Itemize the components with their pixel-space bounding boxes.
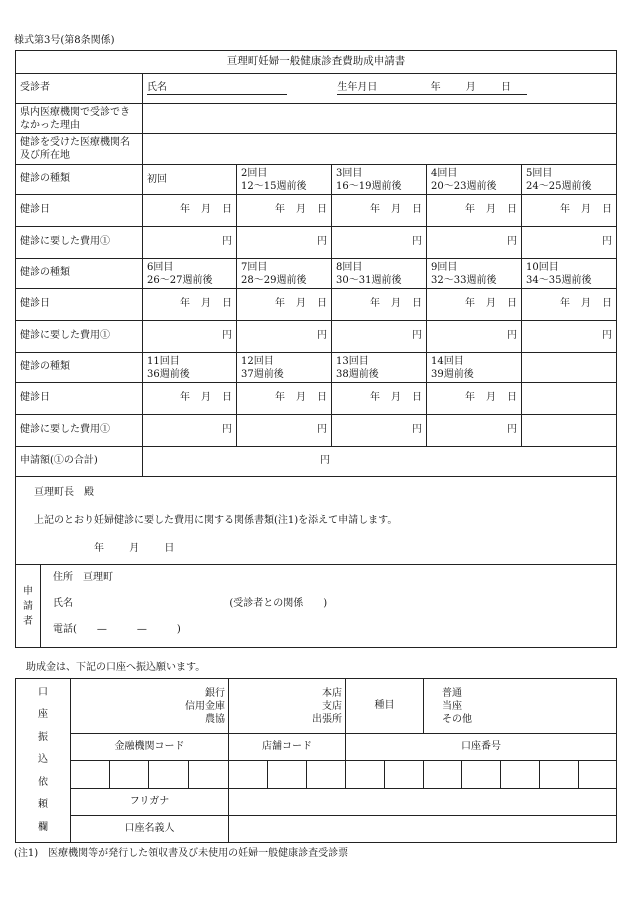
visit-cell xyxy=(427,165,522,195)
account-type: 普通 xyxy=(442,687,463,699)
cost-field[interactable]: 円 xyxy=(237,321,332,353)
visit-cell xyxy=(427,353,522,383)
visit-week: 26～27週前後 xyxy=(147,274,213,286)
applicant-char: 申 xyxy=(23,585,33,597)
empty-cell xyxy=(522,415,617,447)
bank-name-field[interactable] xyxy=(71,679,229,734)
branch-type: 本店 xyxy=(322,687,343,699)
exam-date-label: 健診日 xyxy=(16,383,143,415)
date-mark: 月 xyxy=(296,392,306,404)
visit-week: 28～29週前後 xyxy=(241,274,307,286)
date-mark: 年 xyxy=(180,392,190,404)
cost-label: 健診に要した費用① xyxy=(16,415,143,447)
date-mark: 年 xyxy=(370,392,380,404)
visit-cell xyxy=(143,259,237,289)
birthdate-field xyxy=(337,82,527,96)
date-mark: 年 xyxy=(275,204,285,216)
date-mark: 日 xyxy=(222,392,232,404)
date-mark: 年 xyxy=(560,298,570,310)
visit-cell xyxy=(237,353,332,383)
cost-field[interactable]: 円 xyxy=(143,227,237,259)
branch-name-field[interactable] xyxy=(229,679,346,734)
visit-week: 39週前後 xyxy=(431,368,474,380)
visit-cell xyxy=(522,259,617,289)
date-mark: 日 xyxy=(164,543,175,554)
total-label: 申請額(①の合計) xyxy=(16,447,143,477)
bank-table xyxy=(15,678,617,843)
bank-code-digit[interactable] xyxy=(71,761,110,789)
account-type-field[interactable] xyxy=(424,679,617,734)
year-mark: 年 xyxy=(430,81,441,93)
visit-week: 20～23週前後 xyxy=(431,180,497,192)
account-digit[interactable] xyxy=(424,761,462,789)
account-digit[interactable] xyxy=(579,761,617,789)
visit-cell xyxy=(427,259,522,289)
exam-type-label: 健診の種類 xyxy=(16,353,143,383)
date-mark: 年 xyxy=(94,543,104,554)
request-text: 上記のとおり妊婦健診に要した費用に関する関係書類(注1)を添えて申請します。 xyxy=(34,515,398,526)
exam-date-row xyxy=(16,289,617,321)
date-mark: 月 xyxy=(391,204,401,216)
date-mark: 月 xyxy=(581,298,591,310)
bank-code-label: 金融機関コード xyxy=(71,734,229,761)
date-mark: 日 xyxy=(602,204,612,216)
date-mark: 日 xyxy=(602,298,612,310)
exam-date-field[interactable] xyxy=(237,289,332,321)
visit-cell xyxy=(332,259,427,289)
bank-box-char: 依 xyxy=(38,776,48,788)
date-mark: 日 xyxy=(507,204,517,216)
account-type: その他 xyxy=(442,713,473,725)
visit-cell xyxy=(237,165,332,195)
form-number: 様式第3号(第8条関係) xyxy=(14,35,115,46)
exam-date-field[interactable] xyxy=(427,289,522,321)
exam-type-row xyxy=(16,165,617,195)
bank-box-char: 座 xyxy=(38,709,48,721)
visit-week: 32～33週前後 xyxy=(431,274,497,286)
date-mark: 月 xyxy=(486,204,496,216)
date-mark: 日 xyxy=(222,204,232,216)
date-mark: 年 xyxy=(180,298,190,310)
cost-field[interactable]: 円 xyxy=(332,415,427,447)
exam-date-field[interactable] xyxy=(522,195,617,227)
name-label: 氏名 xyxy=(147,82,287,96)
date-mark: 年 xyxy=(370,204,380,216)
date-mark: 月 xyxy=(486,298,496,310)
visit-cell xyxy=(237,259,332,289)
cost-field[interactable]: 円 xyxy=(522,321,617,353)
total-row xyxy=(16,447,617,477)
date-mark: 年 xyxy=(370,298,380,310)
reason-label: 県内医療機関で受診できなかった理由 xyxy=(16,104,143,134)
bank-box-label xyxy=(16,679,71,843)
bank-box-char: 振 xyxy=(38,731,48,743)
visit-cell xyxy=(143,353,237,383)
holder-label: 口座名義人 xyxy=(71,816,229,843)
bank-box-char: 欄 xyxy=(38,821,48,833)
date-mark: 日 xyxy=(317,392,327,404)
date-mark: 年 xyxy=(465,392,475,404)
bank-type: 銀行 xyxy=(205,687,225,699)
applicant-name-field[interactable] xyxy=(49,591,327,617)
application-table xyxy=(15,50,617,648)
visit-number: 12回目 xyxy=(241,355,274,367)
cost-field[interactable]: 円 xyxy=(143,415,237,447)
patient-field[interactable] xyxy=(143,74,617,104)
furigana-field[interactable] xyxy=(229,789,617,816)
date-mark: 日 xyxy=(317,204,327,216)
visit-number: 13回目 xyxy=(336,355,369,367)
exam-date-field[interactable] xyxy=(332,289,427,321)
visit-number: 初回 xyxy=(147,174,167,185)
branch-type: 出張所 xyxy=(312,713,343,725)
empty-cell xyxy=(522,353,617,383)
cost-field[interactable]: 円 xyxy=(427,415,522,447)
address-field[interactable]: 住所 亘理町 xyxy=(53,572,113,583)
exam-date-row xyxy=(16,383,617,415)
exam-date-field[interactable] xyxy=(143,289,237,321)
exam-date-field[interactable] xyxy=(332,383,427,415)
date-mark: 年 xyxy=(560,204,570,216)
phone-field[interactable]: 電話( — — ) xyxy=(53,624,181,635)
applicant-label xyxy=(16,565,41,647)
date-mark: 日 xyxy=(412,392,422,404)
exam-type-label: 健診の種類 xyxy=(16,259,143,289)
visit-number: 4回目 xyxy=(431,167,458,179)
facility-field[interactable] xyxy=(143,134,617,165)
cost-field[interactable]: 円 xyxy=(332,227,427,259)
visit-cell xyxy=(332,165,427,195)
reason-field[interactable] xyxy=(143,104,617,134)
exam-date-label: 健診日 xyxy=(16,195,143,227)
branch-type: 支店 xyxy=(322,700,343,712)
addressee: 亘理町長 殿 xyxy=(34,487,94,498)
cost-field[interactable]: 円 xyxy=(237,415,332,447)
cost-field[interactable]: 円 xyxy=(522,227,617,259)
applicant-char: 請 xyxy=(23,600,33,612)
visit-number: 9回目 xyxy=(431,261,458,273)
exam-date-field[interactable] xyxy=(237,383,332,415)
cost-label: 健診に要した費用① xyxy=(16,227,143,259)
applicant-char: 者 xyxy=(23,615,33,627)
empty-cell xyxy=(522,383,617,415)
visit-week: 24～25週前後 xyxy=(526,180,592,192)
exam-type-label: 健診の種類 xyxy=(16,165,143,195)
date-mark: 月 xyxy=(201,298,211,310)
bank-type: 信用金庫 xyxy=(185,700,225,712)
visit-number: 6回目 xyxy=(147,261,174,273)
cost-row xyxy=(16,321,617,353)
account-digit[interactable] xyxy=(346,761,385,789)
branch-code-label: 店舗コード xyxy=(229,734,346,761)
date-mark: 月 xyxy=(581,204,591,216)
bank-intro: 助成金は、下記の口座へ振込願います。 xyxy=(26,662,206,673)
cost-field[interactable]: 円 xyxy=(332,321,427,353)
cost-field[interactable]: 円 xyxy=(427,321,522,353)
bank-box-char: 頼 xyxy=(38,799,48,811)
exam-date-field[interactable] xyxy=(427,195,522,227)
exam-date-field[interactable] xyxy=(237,195,332,227)
applicant-fields xyxy=(41,565,327,647)
bank-box-char: 口 xyxy=(38,686,48,698)
code-boxes-row xyxy=(16,761,617,789)
kind-label: 種目 xyxy=(346,679,424,734)
visit-number: 14回目 xyxy=(431,355,464,367)
visit-cell xyxy=(143,165,237,195)
furigana-label: フリガナ xyxy=(71,789,229,816)
visit-week: 16～19週前後 xyxy=(336,180,402,192)
declaration xyxy=(16,477,617,565)
date-mark: 日 xyxy=(317,298,327,310)
exam-type-row xyxy=(16,259,617,289)
date-mark: 月 xyxy=(486,392,496,404)
applicant-name-label: 氏名 xyxy=(53,598,73,609)
date-mark: 年 xyxy=(465,298,475,310)
date-mark: 年 xyxy=(180,204,190,216)
account-digit[interactable] xyxy=(540,761,579,789)
date-mark: 月 xyxy=(296,298,306,310)
birthdate-label: 生年月日 xyxy=(337,81,378,93)
date-mark: 日 xyxy=(412,298,422,310)
exam-date-row xyxy=(16,195,617,227)
visit-number: 8回目 xyxy=(336,261,363,273)
exam-type-row xyxy=(16,353,617,383)
date-mark: 日 xyxy=(222,298,232,310)
date-mark: 日 xyxy=(507,298,517,310)
bank-code-digit[interactable] xyxy=(149,761,189,789)
bank-box-char: 込 xyxy=(38,754,48,766)
visit-week: 36週前後 xyxy=(147,368,190,380)
cost-label: 健診に要した費用① xyxy=(16,321,143,353)
date-mark: 月 xyxy=(201,204,211,216)
account-digit[interactable] xyxy=(385,761,424,789)
exam-date-field[interactable] xyxy=(143,195,237,227)
holder-field[interactable] xyxy=(229,816,617,843)
date-mark: 日 xyxy=(507,392,517,404)
visit-week: 12～15週前後 xyxy=(241,180,307,192)
exam-date-label: 健診日 xyxy=(16,289,143,321)
branch-code-digit[interactable] xyxy=(229,761,268,789)
request-date[interactable] xyxy=(20,539,612,559)
cost-field[interactable]: 円 xyxy=(143,321,237,353)
patient-label: 受診者 xyxy=(16,74,143,104)
account-no-label: 口座番号 xyxy=(346,734,617,761)
exam-date-field[interactable] xyxy=(143,383,237,415)
date-mark: 月 xyxy=(391,298,401,310)
exam-date-field[interactable] xyxy=(522,289,617,321)
branch-code-digit[interactable] xyxy=(268,761,307,789)
total-yen: 円 xyxy=(320,455,330,467)
applicant-row xyxy=(16,565,617,648)
facility-label: 健診を受けた医療機関名及び所在地 xyxy=(16,134,143,165)
visit-week: 37週前後 xyxy=(241,368,284,380)
date-mark: 月 xyxy=(391,392,401,404)
visit-number: 2回目 xyxy=(241,167,268,179)
visit-number: 10回目 xyxy=(526,261,559,273)
branch-code-digit[interactable] xyxy=(307,761,346,789)
visit-number: 5回目 xyxy=(526,167,553,179)
month-mark: 月 xyxy=(465,81,476,93)
bank-type: 農協 xyxy=(205,713,225,725)
total-field[interactable] xyxy=(143,447,617,477)
form-title: 亘理町妊婦一般健康診査費助成申請書 xyxy=(16,51,617,74)
cost-field[interactable]: 円 xyxy=(427,227,522,259)
declaration-row xyxy=(16,477,617,565)
applicant-block xyxy=(16,565,617,648)
account-digit[interactable] xyxy=(462,761,501,789)
account-type: 当座 xyxy=(442,700,463,712)
date-mark: 日 xyxy=(412,204,422,216)
date-mark: 年 xyxy=(465,204,475,216)
visit-cell xyxy=(332,353,427,383)
visit-number: 11回目 xyxy=(147,355,180,367)
cost-row xyxy=(16,415,617,447)
visit-cell xyxy=(522,165,617,195)
visit-week: 38週前後 xyxy=(336,368,379,380)
cost-row xyxy=(16,227,617,259)
exam-date-field[interactable] xyxy=(427,383,522,415)
relation-label: (受診者との関係 ) xyxy=(229,598,328,609)
visit-number: 3回目 xyxy=(336,167,363,179)
visit-number: 7回目 xyxy=(241,261,268,273)
visit-week: 34～35週前後 xyxy=(526,274,592,286)
exam-date-field[interactable] xyxy=(332,195,427,227)
bank-code-digit[interactable] xyxy=(110,761,149,789)
day-mark: 日 xyxy=(500,81,511,93)
cost-field[interactable]: 円 xyxy=(237,227,332,259)
visit-week: 30～31週前後 xyxy=(336,274,402,286)
date-mark: 月 xyxy=(129,543,140,554)
bank-code-digit[interactable] xyxy=(189,761,229,789)
date-mark: 月 xyxy=(201,392,211,404)
date-mark: 年 xyxy=(275,392,285,404)
date-mark: 年 xyxy=(275,298,285,310)
footnote: (注1) 医療機関等が発行した領収書及び未使用の妊婦一般健康診査受診票 xyxy=(14,848,349,859)
date-mark: 月 xyxy=(296,204,306,216)
account-digit[interactable] xyxy=(501,761,540,789)
